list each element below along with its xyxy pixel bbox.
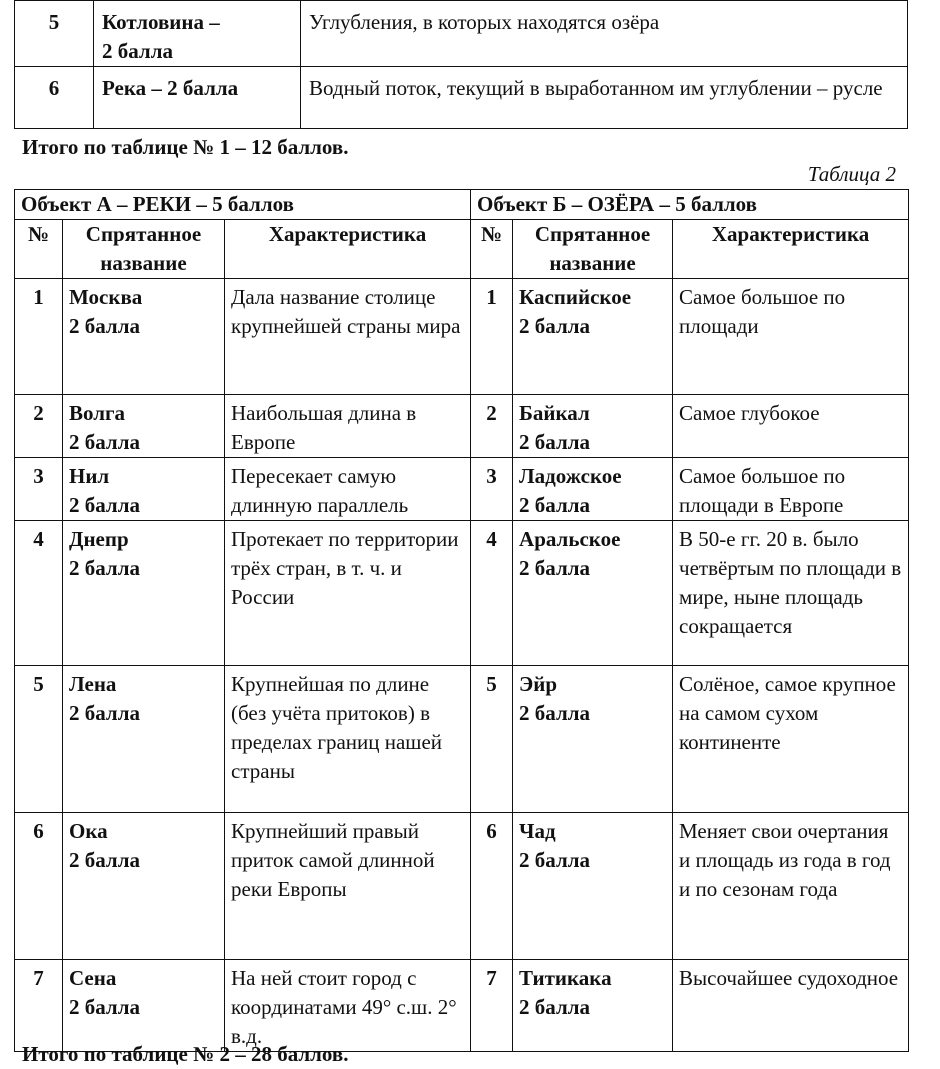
b-description: В 50-е гг. 20 в. было четвёртым по площади в мире, ныне площадь сокращается <box>673 521 909 666</box>
table-row <box>15 279 909 395</box>
b-number: 3 <box>471 458 513 521</box>
b-name-cell <box>513 521 673 666</box>
a-name: Нил <box>69 464 110 488</box>
a-points: 2 балла <box>69 493 140 517</box>
column-header-row <box>15 220 909 279</box>
b-name-cell <box>513 395 673 458</box>
a-description: На ней стоит город с координатами 49° с.ш. 2° в.д. <box>225 960 471 1052</box>
b-number: 6 <box>471 813 513 960</box>
table-2-total: Итого по таблице № 2 – 28 баллов. <box>22 1042 349 1066</box>
col-name-header: Спрятанное название <box>513 220 673 279</box>
table-1-total: Итого по таблице № 1 – 12 баллов. <box>22 135 349 159</box>
b-number: 4 <box>471 521 513 666</box>
b-name-cell <box>513 458 673 521</box>
table-row <box>15 1 908 67</box>
a-name: Лена <box>69 672 117 696</box>
a-name: Ока <box>69 819 108 843</box>
a-number: 3 <box>15 458 63 521</box>
b-name: Чад <box>519 819 556 843</box>
a-points: 2 балла <box>69 556 140 580</box>
a-number: 5 <box>15 666 63 813</box>
table-row <box>15 395 909 458</box>
b-name-cell <box>513 813 673 960</box>
table-row <box>15 458 909 521</box>
col-num-header: № <box>471 220 513 279</box>
term-line: Котловина – <box>102 10 220 34</box>
a-description: Наибольшая длина в Европе <box>225 395 471 458</box>
a-name-cell <box>63 813 225 960</box>
a-name-cell <box>63 521 225 666</box>
a-name: Днепр <box>69 527 129 551</box>
a-description: Протекает по территории трёх стран, в т. ч. и России <box>225 521 471 666</box>
b-points: 2 балла <box>519 556 591 580</box>
b-name: Эйр <box>519 672 558 696</box>
b-name-cell <box>513 279 673 395</box>
b-name-cell <box>513 666 673 813</box>
table-row <box>15 67 908 129</box>
a-number: 2 <box>15 395 63 458</box>
a-points: 2 балла <box>69 995 140 1019</box>
col-num-header: № <box>15 220 63 279</box>
a-name-cell <box>63 395 225 458</box>
table-1-continuation <box>14 0 908 129</box>
definition-cell: Углубления, в которых находятся озёра <box>301 1 908 67</box>
b-points: 2 балла <box>519 701 591 725</box>
b-name-cell <box>513 960 673 1052</box>
a-name: Волга <box>69 401 126 425</box>
a-description: Дала название столице крупнейшей страны мира <box>225 279 471 395</box>
col-name-header: Спрятанное название <box>63 220 225 279</box>
a-name: Сена <box>69 966 117 990</box>
a-points: 2 балла <box>69 430 140 454</box>
b-number: 5 <box>471 666 513 813</box>
table-row <box>15 521 909 666</box>
a-name-cell <box>63 666 225 813</box>
table-2 <box>14 189 909 1052</box>
b-description: Самое большое по площади в Европе <box>673 458 909 521</box>
row-number: 5 <box>15 1 94 67</box>
a-points: 2 балла <box>69 701 140 725</box>
b-name: Титикака <box>519 966 612 990</box>
a-name-cell <box>63 458 225 521</box>
table-caption: Таблица 2 <box>807 162 896 186</box>
b-points: 2 балла <box>519 995 591 1019</box>
b-description: Высочайшее судоходное <box>673 960 909 1052</box>
object-a-header: Объект А – РЕКИ – 5 баллов <box>15 190 471 220</box>
b-number: 2 <box>471 395 513 458</box>
definition-cell: Водный поток, текущий в выработанном им углублении – русле <box>301 67 908 129</box>
table-row <box>15 813 909 960</box>
b-points: 2 балла <box>519 430 591 454</box>
object-b-header: Объект Б – ОЗЁРА – 5 баллов <box>471 190 909 220</box>
b-points: 2 балла <box>519 493 591 517</box>
b-description: Меняет свои очертания и площадь из года в год и по сезонам года <box>673 813 909 960</box>
table-row <box>15 666 909 813</box>
b-points: 2 балла <box>519 848 591 872</box>
b-description: Самое глубокое <box>673 395 909 458</box>
term-line: 2 балла <box>102 39 173 63</box>
a-description: Крупнейший правый приток самой длинной реки Европы <box>225 813 471 960</box>
b-name: Каспийское <box>519 285 632 309</box>
row-number: 6 <box>15 67 94 129</box>
a-number: 1 <box>15 279 63 395</box>
b-number: 1 <box>471 279 513 395</box>
term-line: Река – 2 балла <box>102 76 239 100</box>
col-char-header: Характеристика <box>225 220 471 279</box>
a-points: 2 балла <box>69 848 140 872</box>
a-description: Крупнейшая по длине (без учёта притоков) в пределах границ нашей страны <box>225 666 471 813</box>
a-number: 7 <box>15 960 63 1052</box>
a-name-cell <box>63 960 225 1052</box>
a-number: 4 <box>15 521 63 666</box>
b-description: Солёное, самое крупное на самом сухом континенте <box>673 666 909 813</box>
a-name: Москва <box>69 285 143 309</box>
b-name: Байкал <box>519 401 590 425</box>
term-cell <box>94 67 301 129</box>
term-cell <box>94 1 301 67</box>
a-name-cell <box>63 279 225 395</box>
a-points: 2 балла <box>69 314 140 338</box>
col-char-header: Характеристика <box>673 220 909 279</box>
group-header-row <box>15 190 909 220</box>
a-description: Пересекает самую длинную параллель <box>225 458 471 521</box>
b-name: Ладожское <box>519 464 622 488</box>
a-number: 6 <box>15 813 63 960</box>
b-points: 2 балла <box>519 314 591 338</box>
b-name: Аральское <box>519 527 621 551</box>
b-description: Самое большое по площади <box>673 279 909 395</box>
b-number: 7 <box>471 960 513 1052</box>
table-row <box>15 960 909 1052</box>
